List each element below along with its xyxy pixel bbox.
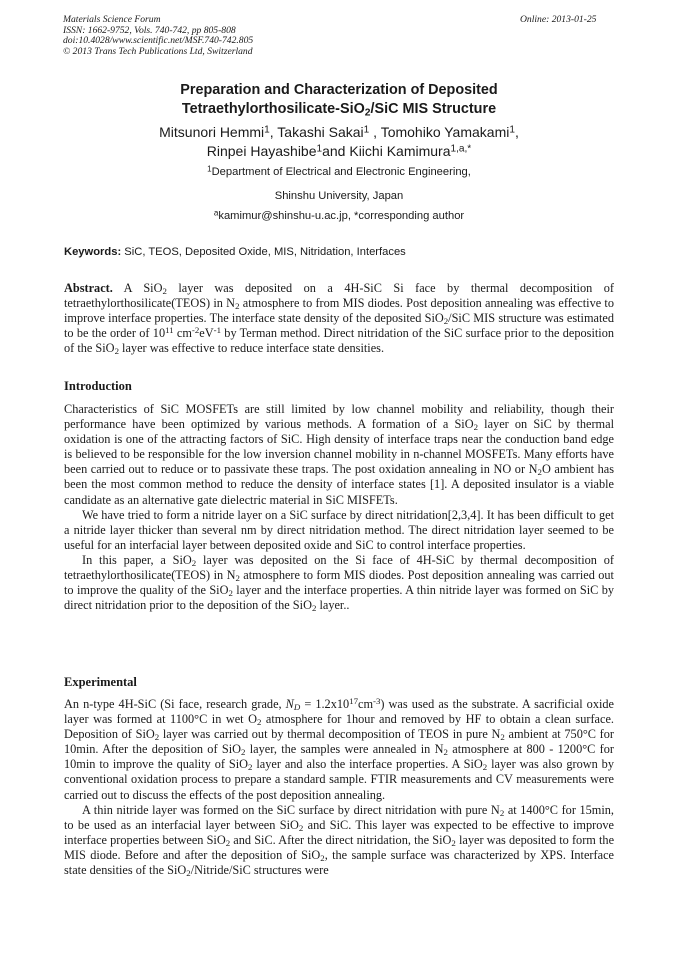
- exp-paragraph-1: An n-type 4H-SiC (Si face, research grade, $N_D = 1.2x10^{17}cm^{-3}$) was used as the substrate. A sacrificial oxide layer was formed at 1100°C in wet $O_2$ atmosphere for 1hour and removed by HF to obtain a clean surface. Deposition of SiO$_2$ layer was carried out by thermal decomposition of TEOS in pure $N_2$ ambient at 750°C for 10min. After the deposition of SiO$_2$ layer, the samples were annealed in $N_2$ atmosphere at 800 - 1200°C for 10min to improve the quality of SiO$_2$ layer and also the interface properties. A SiO$_2$ layer was also grown by conventional oxidation process to prepare a standard sample. FTIR measurements and CV measurements were carried out to discuss the effects of the post deposition annealing.: [64, 696, 615, 802]
- author-list: [60, 123, 618, 161]
- affiliation-university: Shinshu University, Japan: [274, 190, 404, 202]
- author-line-1: Mitsunori Hemmi$^1$, Takashi Sakai$^1$ , Tomohiko Yamakami$^1$,: [159, 124, 519, 140]
- keywords-text: SiC, TEOS, Deposited Oxide, MIS, Nitridation, Interfaces: [121, 246, 406, 258]
- abstract-label: Abstract.: [64, 281, 113, 295]
- introduction-text: [64, 402, 614, 613]
- paper-title: [60, 81, 618, 119]
- intro-paragraph-3: In this paper, a SiO$_2$ layer was deposited on the Si face of 4H-SiC by thermal decomposition of tetraethylorthosilicate(TEOS) in $N_2$ atmosphere to form MIS diodes. Post deposition annealing was carried out to improve the quality of the SiO$_2$ layer and the interface properties. A thin nitride layer was formed on SiC by direct nitridation prior to the deposition of the SiO$_2$ layer..: [64, 552, 614, 614]
- intro-paragraph-1: Characteristics of SiC MOSFETs are still limited by low channel mobility and reliability, though their performance have been optimized by various methods. A formation of a SiO$_2$ layer on SiC by thermal oxidation is one of the attracting factors of SiC. High density of interface traps near the conduction band edge is believed to be responsible for the low inversion channel mobility in n-channel MOSFETs. Many efforts have been carried out to reduce or to passivate these traps. The post oxidation annealing in NO or $N_2O$ ambient has been the most common method to reduce the density of interface states [1]. A deposited insulator is a viable candidate as an alternative gate dielectric material in SiC MISFETs.: [64, 402, 615, 507]
- experimental-text: [64, 697, 614, 878]
- doi-line[interactable]: doi:10.4028/www.scientific.net/MSF.740-742.805: [63, 35, 254, 47]
- introduction-heading: Introduction: [64, 379, 132, 393]
- intro-paragraph-2: We have tried to form a nitride layer on a SiC surface by direct nitridation[2,3,4]. It has been difficult to get a nitride layer thicker than several nm by direct nitridation method. The direct nitridation layer seemed to be useful for an interfacial layer between deposited oxide and SiC to control interface properties.: [64, 507, 614, 552]
- title-line-2: Tetraethylorthosilicate-SiO$_2$/SiC MIS Structure: [181, 101, 497, 119]
- author-line-2: Rinpei Hayashibe$^1$and Kiichi Kamimura$^{1,a,*}$: [206, 143, 472, 159]
- experimental-heading: Experimental: [64, 675, 137, 689]
- issn-line: ISSN: 1662-9752, Vols. 740-742, pp 805-808: [63, 24, 236, 36]
- copyright-line: © 2013 Trans Tech Publications Ltd, Switzerland: [63, 45, 253, 57]
- journal-name: Materials Science Forum: [63, 14, 161, 25]
- journal-header: [63, 15, 253, 57]
- affiliation-email: $^a$kamimur@shinshu-u.ac.jp, *corresponding author: [213, 208, 465, 222]
- online-date: Online: 2013-01-25: [520, 14, 597, 25]
- abstract: Abstract. A SiO$_2$ layer was deposited on a 4H-SiC Si face by thermal decomposition of tetraethylorthosilicate(TEOS) in $N_2$ atmosphere to from MIS diodes. Post deposition annealing was effective to improve interface properties. The interface state density of the deposited SiO$_2$/SiC MIS structure was estimated to be the order of $10^{11}$ $cm^{-2}eV^{-1}$ by Terman method. Direct nitridation of the SiC surface prior to the deposition of the SiO$_2$ layer was effective to reduce interface state densities.: [64, 281, 614, 357]
- title-line-1: Preparation and Characterization of Deposited: [180, 82, 498, 98]
- exp-paragraph-2: A thin nitride layer was formed on the SiC surface by direct nitridation with pure $N_2$ at 1400°C for 15min, to be used as an interfacial layer between SiO$_2$ and SiC. This layer was expected to be effective to improve interface properties between SiO$_2$ and SiC. After the direct nitridation, the SiO$_2$ layer was deposited to form the MIS diode. Before and after the deposition of SiO$_2$, the sample surface was characterized by XPS. Interface state densities of the SiO$_2$/Nitride/SiC structures were: [64, 802, 615, 879]
- keywords-label: Keywords:: [64, 246, 122, 258]
- keywords: [64, 245, 614, 259]
- affiliation-department: $^1$Department of Electrical and Electronic Engineering,: [207, 164, 471, 178]
